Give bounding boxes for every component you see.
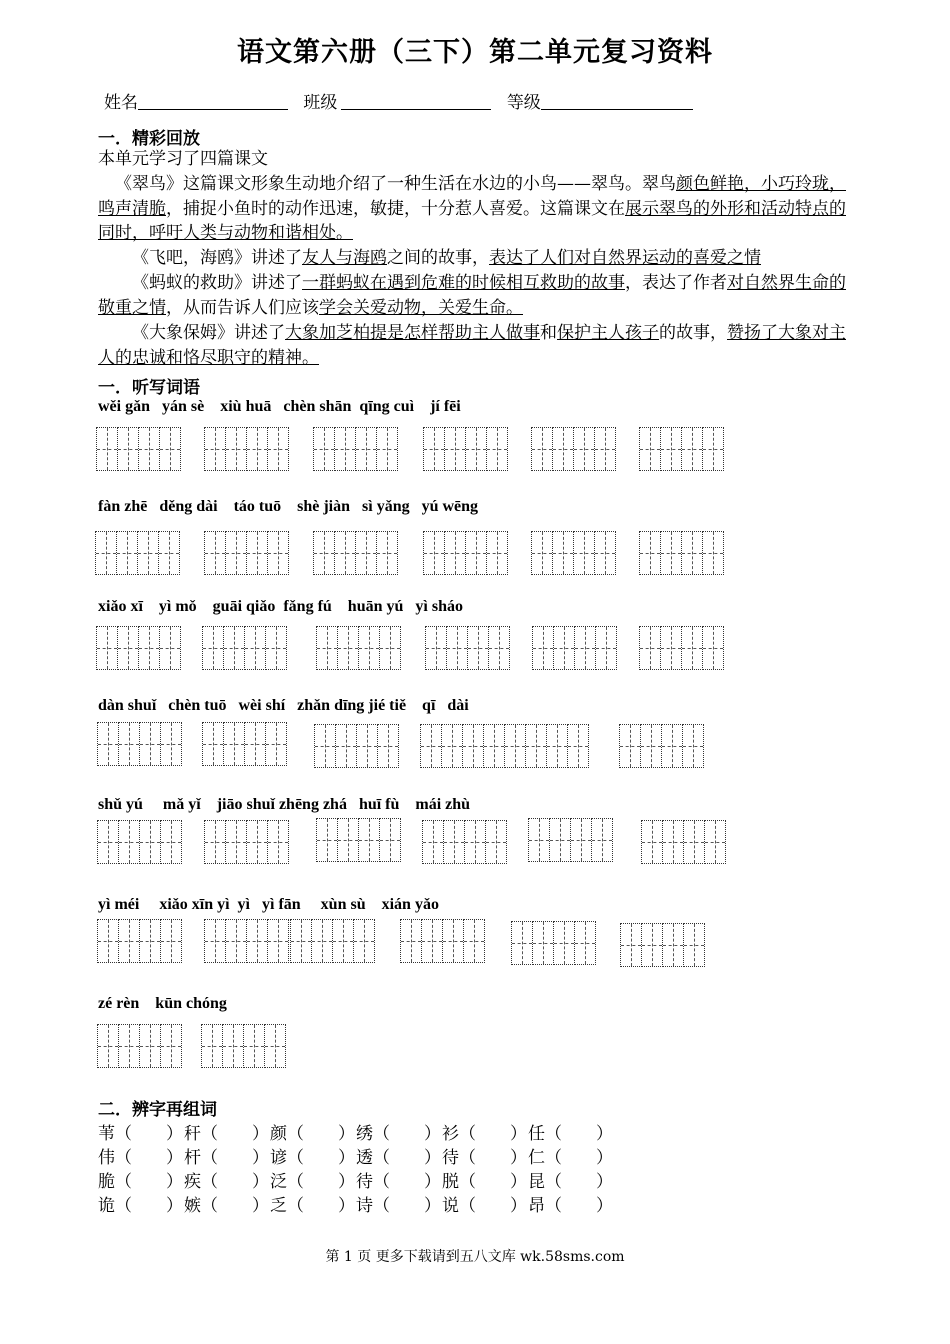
writing-grid[interactable] (290, 919, 374, 963)
grid-cell[interactable] (702, 626, 724, 670)
char-item[interactable]: 绣（ ） (356, 1124, 441, 1144)
grid-cell[interactable] (661, 724, 683, 768)
grid-cell[interactable] (117, 427, 139, 471)
section1-intro: 本单元学习了四篇课文 (98, 149, 268, 169)
grid-cell[interactable] (97, 722, 119, 766)
writing-grid[interactable] (531, 531, 615, 575)
grid-cell[interactable] (246, 427, 268, 471)
grid-cell[interactable] (204, 427, 226, 471)
paragraph-haiou: 《飞吧，海鸥》讲述了友人与海鸥之间的故事，表达了人们对自然界运动的喜爱之情 (132, 248, 761, 268)
grid-cell[interactable] (246, 919, 268, 963)
grid-cell[interactable] (158, 531, 180, 575)
grid-cell[interactable] (265, 722, 287, 766)
grid-cell[interactable] (160, 1024, 182, 1068)
char-item[interactable]: 苇（ ） (98, 1124, 183, 1144)
grid-cell[interactable] (201, 1024, 223, 1068)
pinyin-row: dàn shuǐ chèn tuō wèi shí zhǎn dīng jié tiě qī dài (98, 697, 469, 714)
writing-grid[interactable] (316, 626, 400, 670)
grid-cell[interactable] (311, 919, 333, 963)
char-row (98, 1191, 614, 1215)
grid-cell[interactable] (116, 531, 138, 575)
grid-cell[interactable] (444, 531, 466, 575)
grid-cell[interactable] (552, 531, 574, 575)
grid-cell[interactable] (97, 1024, 119, 1068)
writing-grid[interactable] (204, 531, 288, 575)
grid-cell[interactable] (243, 1024, 265, 1068)
grid-cell[interactable] (573, 427, 595, 471)
grid-cell[interactable] (639, 427, 661, 471)
char-item[interactable]: 仁（ ） (528, 1148, 613, 1168)
pinyin-row: fàn zhē děng dài táo tuō shè jiàn sì yǎng yú wēng (98, 498, 479, 515)
grid-cell[interactable] (462, 724, 484, 768)
grid-cell[interactable] (442, 919, 464, 963)
grid-cell[interactable] (316, 626, 338, 670)
student-info (104, 88, 693, 113)
char-item[interactable]: 昆（ ） (528, 1172, 613, 1192)
grid-cell[interactable] (358, 626, 380, 670)
grid-cell[interactable] (660, 531, 682, 575)
grid-cell[interactable] (420, 724, 442, 768)
grid-cell[interactable] (640, 724, 662, 768)
grid-cell[interactable] (682, 724, 704, 768)
writing-grid[interactable] (420, 724, 588, 768)
grid-cell[interactable] (483, 724, 505, 768)
grid-cell[interactable] (570, 818, 592, 862)
grid-cell[interactable] (553, 626, 575, 670)
char-item[interactable]: 嫉（ ） (184, 1196, 269, 1216)
char-item[interactable]: 脆（ ） (98, 1172, 183, 1192)
writing-grid[interactable] (97, 722, 181, 766)
grid-cell[interactable] (423, 427, 445, 471)
grid-cell[interactable] (267, 427, 289, 471)
writing-grid[interactable] (425, 626, 509, 670)
char-item[interactable]: 衫（ ） (442, 1124, 527, 1144)
class-label: 班级 (303, 93, 338, 113)
grid-cell[interactable] (400, 919, 422, 963)
grid-cell[interactable] (425, 626, 447, 670)
char-row (98, 1143, 614, 1167)
grid-cell[interactable] (574, 921, 596, 965)
grid-cell[interactable] (355, 531, 377, 575)
grid-cell[interactable] (139, 1024, 161, 1068)
grid-cell[interactable] (591, 818, 613, 862)
grid-cell[interactable] (660, 626, 682, 670)
grid-cell[interactable] (264, 1024, 286, 1068)
grid-cell[interactable] (531, 531, 553, 575)
grid-cell[interactable] (683, 820, 705, 864)
grid-cell[interactable] (137, 531, 159, 575)
grid-cell[interactable] (204, 919, 226, 963)
char-item[interactable]: 谚（ ） (270, 1148, 355, 1168)
grid-cell[interactable] (204, 531, 226, 575)
grid-cell[interactable] (546, 724, 568, 768)
grid-cell[interactable] (595, 626, 617, 670)
grid-cell[interactable] (332, 919, 354, 963)
grid-cell[interactable] (641, 820, 663, 864)
paragraph-mayi: 《蚂蚁的救助》讲述了一群蚂蚁在遇到危难的时候相互救助的故事，表达了作者对自然界生命的敬重之情，从而告诉人们应该学会关爱动物，关爱生命。 (98, 273, 846, 318)
paragraph-daxiang: 《大象保姆》讲述了大象加芝柏提是怎样帮助主人做事和保护主人孩子的故事，赞扬了大象对主人的忠诚和恪尽职守的精神。 (98, 323, 846, 368)
grid-cell[interactable] (139, 722, 161, 766)
grid-cell[interactable] (662, 923, 684, 967)
writing-grid[interactable] (423, 427, 507, 471)
writing-grid[interactable] (639, 427, 723, 471)
grid-cell[interactable] (313, 531, 335, 575)
writing-grid[interactable] (531, 427, 615, 471)
char-item[interactable]: 说（ ） (442, 1196, 527, 1216)
grid-cell[interactable] (486, 531, 508, 575)
grid-cell[interactable] (335, 724, 357, 768)
grid-cell[interactable] (504, 724, 526, 768)
grid-cell[interactable] (222, 1024, 244, 1068)
page-title: 语文第六册（三下）第二单元复习资料 (237, 37, 713, 68)
writing-grid[interactable] (204, 427, 288, 471)
grid-cell[interactable] (377, 724, 399, 768)
char-item[interactable]: 待（ ） (442, 1148, 527, 1168)
writing-grid[interactable] (400, 919, 484, 963)
char-item[interactable]: 昂（ ） (528, 1196, 613, 1216)
writing-grid[interactable] (97, 1024, 181, 1068)
grid-cell[interactable] (202, 626, 224, 670)
grid-cell[interactable] (225, 919, 247, 963)
grid-cell[interactable] (464, 820, 486, 864)
char-item[interactable]: 诗（ ） (356, 1196, 441, 1216)
name-field[interactable] (138, 93, 288, 110)
grid-cell[interactable] (441, 724, 463, 768)
grid-cell[interactable] (314, 724, 336, 768)
writing-grid[interactable] (96, 626, 180, 670)
writing-grid[interactable] (639, 626, 723, 670)
grid-cell[interactable] (681, 626, 703, 670)
grid-cell[interactable] (574, 626, 596, 670)
char-item[interactable]: 脱（ ） (442, 1172, 527, 1192)
grid-cell[interactable] (683, 923, 705, 967)
grid-cell[interactable] (639, 626, 661, 670)
grid-cell[interactable] (138, 427, 160, 471)
grid-cell[interactable] (117, 626, 139, 670)
grid-cell[interactable] (552, 427, 574, 471)
writing-grid[interactable] (204, 820, 288, 864)
grid-cell[interactable] (465, 427, 487, 471)
grid-cell[interactable] (485, 820, 507, 864)
grid-cell[interactable] (118, 1024, 140, 1068)
grid-cell[interactable] (573, 531, 595, 575)
char-table (98, 1119, 614, 1215)
grid-cell[interactable] (356, 724, 378, 768)
grid-cell[interactable] (337, 818, 359, 862)
writing-grid[interactable] (511, 921, 595, 965)
grid-cell[interactable] (334, 531, 356, 575)
grid-cell[interactable] (160, 919, 182, 963)
writing-grid[interactable] (620, 923, 704, 967)
grid-cell[interactable] (486, 427, 508, 471)
char-item[interactable]: 秆（ ） (184, 1124, 269, 1144)
section1-heading: 一．精彩回放 (98, 129, 200, 149)
grid-cell[interactable] (97, 919, 119, 963)
grid-cell[interactable] (681, 427, 703, 471)
writing-grid[interactable] (422, 820, 506, 864)
grade-field[interactable] (541, 93, 693, 110)
grid-cell[interactable] (138, 626, 160, 670)
writing-grid[interactable] (313, 427, 397, 471)
grid-cell[interactable] (376, 531, 398, 575)
grid-cell[interactable] (704, 820, 726, 864)
writing-grid[interactable] (528, 818, 612, 862)
char-item[interactable]: 乏（ ） (270, 1196, 355, 1216)
writing-grid[interactable] (97, 820, 181, 864)
writing-grid[interactable] (95, 531, 179, 575)
grid-cell[interactable] (619, 724, 641, 768)
grid-cell[interactable] (95, 531, 117, 575)
grid-cell[interactable] (358, 818, 380, 862)
char-row (98, 1167, 614, 1191)
writing-grid[interactable] (201, 1024, 285, 1068)
grid-cell[interactable] (244, 626, 266, 670)
grid-cell[interactable] (96, 427, 118, 471)
grid-cell[interactable] (313, 427, 335, 471)
grid-cell[interactable] (528, 818, 550, 862)
grid-cell[interactable] (662, 820, 684, 864)
grid-cell[interactable] (567, 724, 589, 768)
grid-cell[interactable] (379, 626, 401, 670)
grid-cell[interactable] (639, 531, 661, 575)
grid-cell[interactable] (463, 919, 485, 963)
grid-cell[interactable] (316, 818, 338, 862)
grid-cell[interactable] (225, 427, 247, 471)
grid-cell[interactable] (244, 722, 266, 766)
grid-cell[interactable] (594, 531, 616, 575)
char-item[interactable]: 泛（ ） (270, 1172, 355, 1192)
char-item[interactable]: 伟（ ） (98, 1148, 183, 1168)
char-item[interactable]: 诡（ ） (98, 1196, 183, 1216)
class-field[interactable] (341, 93, 491, 110)
char-item[interactable]: 透（ ） (356, 1148, 441, 1168)
char-item[interactable]: 任（ ） (528, 1124, 613, 1144)
grid-cell[interactable] (139, 820, 161, 864)
grid-cell[interactable] (444, 427, 466, 471)
grid-cell[interactable] (702, 427, 724, 471)
char-row (98, 1119, 614, 1143)
grid-cell[interactable] (467, 626, 489, 670)
grid-cell[interactable] (97, 820, 119, 864)
writing-grid[interactable] (202, 626, 286, 670)
grid-cell[interactable] (620, 923, 642, 967)
grid-cell[interactable] (337, 626, 359, 670)
pinyin-row: yì méi xiǎo xīn yì yì yì fān xùn sù xián yǎo (98, 896, 439, 913)
char-item[interactable]: 颜（ ） (270, 1124, 355, 1144)
grid-cell[interactable] (488, 626, 510, 670)
grid-cell[interactable] (290, 919, 312, 963)
grid-cell[interactable] (118, 722, 140, 766)
char-item[interactable]: 杆（ ） (184, 1148, 269, 1168)
grid-cell[interactable] (681, 531, 703, 575)
grid-cell[interactable] (423, 531, 445, 575)
writing-grid[interactable] (423, 531, 507, 575)
grid-cell[interactable] (160, 722, 182, 766)
grid-cell[interactable] (223, 722, 245, 766)
grid-cell[interactable] (225, 820, 247, 864)
page-footer: 第 1 页 更多下载请到五八文库 wk.58sms.com (325, 1249, 625, 1265)
grid-cell[interactable] (160, 820, 182, 864)
pinyin-row: xiǎo xī yì mǒ guāi qiǎo fǎng fú huān yú yì sháo (98, 598, 463, 615)
pinyin-row: wěi gǎn yán sè xiù huā chèn shān qīng cuì jí fēi (98, 398, 461, 415)
grid-cell[interactable] (118, 919, 140, 963)
writing-grid[interactable] (97, 919, 181, 963)
grade-label: 等级 (506, 93, 541, 113)
paragraph-cuiniao: 《翠鸟》这篇课文形象生动地介绍了一种生活在水边的小鸟——翠鸟。翠鸟颜色鲜艳，小巧玲珑，鸣声清脆，捕捉小鱼时的动作迅速，敏捷，十分惹人喜爱。这篇课文在展示翠鸟的外形和活动特点的同时，呼吁人类与动物和谐相处。 (98, 174, 846, 243)
grid-cell[interactable] (532, 626, 554, 670)
writing-grid[interactable] (96, 427, 180, 471)
grid-cell[interactable] (531, 427, 553, 471)
section2-heading: 一．听写词语 (98, 378, 200, 398)
grid-cell[interactable] (118, 820, 140, 864)
section3-heading: 二．辨字再组词 (98, 1100, 217, 1120)
grid-cell[interactable] (594, 427, 616, 471)
grid-cell[interactable] (267, 820, 289, 864)
writing-grid[interactable] (204, 919, 288, 963)
grid-cell[interactable] (532, 921, 554, 965)
grid-cell[interactable] (553, 921, 575, 965)
writing-grid[interactable] (641, 820, 725, 864)
writing-grid[interactable] (313, 531, 397, 575)
grid-cell[interactable] (525, 724, 547, 768)
grid-cell[interactable] (511, 921, 533, 965)
grid-cell[interactable] (422, 820, 444, 864)
grid-cell[interactable] (225, 531, 247, 575)
writing-grid[interactable] (202, 722, 286, 766)
grid-cell[interactable] (641, 923, 663, 967)
grid-cell[interactable] (353, 919, 375, 963)
grid-cell[interactable] (334, 427, 356, 471)
writing-grid[interactable] (314, 724, 398, 768)
char-item[interactable]: 待（ ） (356, 1172, 441, 1192)
grid-cell[interactable] (549, 818, 571, 862)
grid-cell[interactable] (355, 427, 377, 471)
grid-cell[interactable] (421, 919, 443, 963)
grid-cell[interactable] (702, 531, 724, 575)
grid-cell[interactable] (267, 531, 289, 575)
pinyin-row: shǔ yú mǎ yǐ jiāo shuǐ zhēng zhá huī fù mái zhù (98, 796, 471, 813)
grid-cell[interactable] (246, 820, 268, 864)
name-label: 姓名 (104, 93, 138, 113)
grid-cell[interactable] (246, 531, 268, 575)
grid-cell[interactable] (267, 919, 289, 963)
grid-cell[interactable] (465, 531, 487, 575)
grid-cell[interactable] (159, 626, 181, 670)
grid-cell[interactable] (265, 626, 287, 670)
grid-cell[interactable] (139, 919, 161, 963)
writing-grid[interactable] (532, 626, 616, 670)
grid-cell[interactable] (376, 427, 398, 471)
grid-cell[interactable] (96, 626, 118, 670)
grid-cell[interactable] (660, 427, 682, 471)
grid-cell[interactable] (446, 626, 468, 670)
writing-grid[interactable] (316, 818, 400, 862)
writing-grid[interactable] (619, 724, 703, 768)
char-item[interactable]: 疾（ ） (184, 1172, 269, 1192)
grid-cell[interactable] (159, 427, 181, 471)
pinyin-row: zé rèn kūn chóng (98, 995, 227, 1012)
grid-cell[interactable] (443, 820, 465, 864)
grid-cell[interactable] (379, 818, 401, 862)
grid-cell[interactable] (204, 820, 226, 864)
grid-cell[interactable] (223, 626, 245, 670)
grid-cell[interactable] (202, 722, 224, 766)
writing-grid[interactable] (639, 531, 723, 575)
